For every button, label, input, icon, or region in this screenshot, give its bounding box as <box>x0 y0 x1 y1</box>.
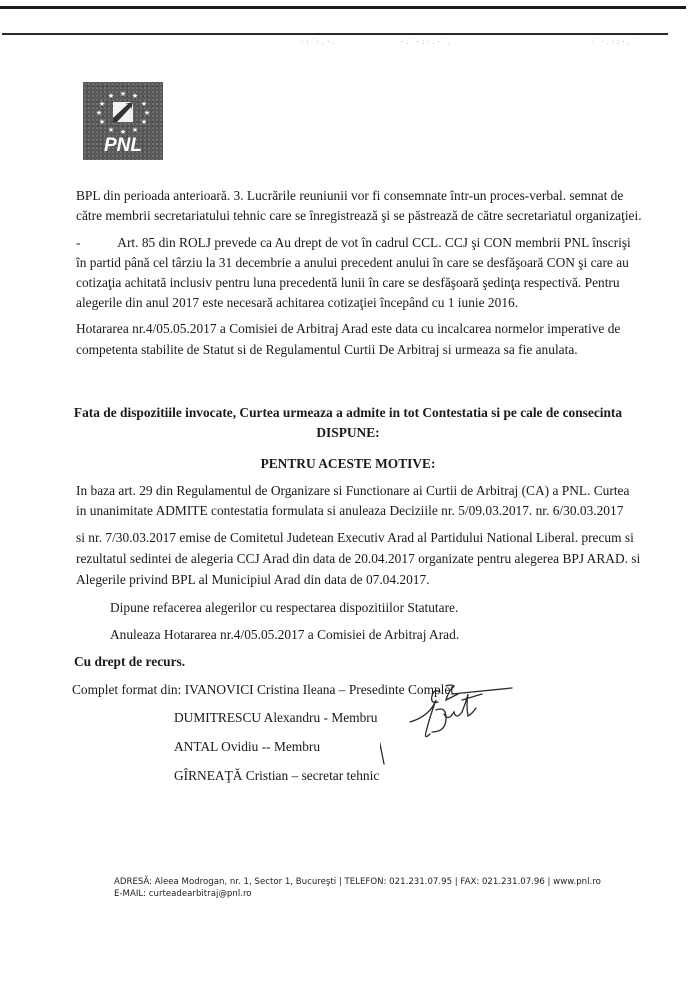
handwritten-signatures <box>380 670 530 780</box>
scan-artifact-line <box>0 6 686 9</box>
svg-text:★: ★ <box>95 109 103 117</box>
svg-text:★: ★ <box>107 92 115 100</box>
pnl-logo <box>83 82 163 160</box>
body-text-line: In baza art. 29 din Regulamentul de Organizare si Functionare ai Curtii de Arbitraj (CA) a PNL. Curtea <box>76 483 630 498</box>
body-text-line: în partid până cel târziu la 31 decembrie a anului precedent anului în care se desfăşoară CON şi care au <box>76 255 629 270</box>
scan-artifact-line <box>2 33 668 35</box>
body-text-line: in unanimitate ADMITE contestatia formulata si anuleaza Deciziile nr. 5/09.03.2017. nr. 6/30.03.2017 <box>76 503 624 518</box>
conclusion-heading: Fata de dispozitiile invocate, Curtea urmeaza a admite in tot Contestatia si pe cale de consecinta <box>73 405 623 420</box>
body-text-line: alegerile din anul 2017 este necesară achitarea cotizaţiei începând cu 1 iunie 2016. <box>76 295 519 310</box>
body-text-line: rezultatul sedintei de alegeria CCJ Arad din data de 20.04.2017 organizate pentru alegerea BPJ ARAD. si <box>76 551 641 566</box>
disposition-item: Dipune refacerea alegerilor cu respectarea dispozitiilor Statutare. <box>110 600 459 615</box>
panel-secretary: GÎRNEAŢĂ Cristian – secretar tehnic <box>174 768 380 783</box>
body-text-line: competenta stabilite de Statut si de Regulamentul Curtii De Arbitraj si urmeaza sa fie anulata. <box>76 342 578 357</box>
svg-text:★: ★ <box>140 118 148 126</box>
svg-text:★: ★ <box>131 92 139 100</box>
scan-speckle: ·:˙·.·. <box>300 38 337 46</box>
scan-speckle: ·.˙·:·.·˙. <box>400 38 453 46</box>
svg-text:★: ★ <box>98 118 106 126</box>
svg-text:★: ★ <box>98 100 106 108</box>
pnl-star-circle-icon <box>83 82 163 140</box>
panel-member: DUMITRESCU Alexandru - Membru <box>174 710 378 725</box>
body-text-line: Alegerile privind BPL al Municipiul Arad din data de 07.04.2017. <box>76 572 430 587</box>
svg-text:★: ★ <box>119 90 127 98</box>
panel-member: ANTAL Ovidiu -- Membru <box>174 739 321 754</box>
body-text-line: - Art. 85 din ROLJ prevede ca Au drept de vot în cadrul CCL. CCJ şi CON membrii PNL înscrişi <box>76 235 631 250</box>
body-text-line: cotizaţia achitată inclusiv pentru luna precedentă lunii în care se desfăşoară şedinţa respectivă. Pentru <box>76 275 620 290</box>
panel-president: Complet format din: IVANOVICI Cristina Ileana – Presedinte Complet <box>72 682 455 697</box>
svg-text:★: ★ <box>140 100 148 108</box>
body-text-line: si nr. 7/30.03.2017 emise de Comitetul Judetean Executiv Arad al Partidului National Liberal. precum si <box>76 530 634 545</box>
scan-speckle: ·˙·.·:·.˙ <box>590 38 637 46</box>
body-text-line: BPL din perioada anterioară. 3. Lucrările reuniunii vor fi consemnate într-un proces-verbal. semnat de <box>76 188 624 203</box>
disposition-item: Anuleaza Hotararea nr.4/05.05.2017 a Comisiei de Arbitraj Arad. <box>110 627 460 642</box>
logo-text: PNL <box>104 135 142 156</box>
footer-email: E-MAIL: curteadearbitraj@pnl.ro <box>114 889 252 899</box>
svg-text:★: ★ <box>143 109 151 117</box>
body-text-line: către membrii secretariatului tehnic care se înregistrează şi se păstrează de către secretariatul organizaţiei. <box>76 208 642 223</box>
svg-text:★: ★ <box>107 126 115 134</box>
body-text-line: Hotararea nr.4/05.05.2017 a Comisiei de Arbitraj Arad este data cu incalcarea normelor imperative de <box>76 321 621 336</box>
footer-address: ADRESĂ: Aleea Modrogan, nr. 1, Sector 1, Bucureşti | TELEFON: 021.231.07.95 | FAX: 021.231.07.96 | www.pnl.ro <box>114 877 601 887</box>
dispune-heading: DISPUNE: <box>316 425 380 440</box>
svg-text:★: ★ <box>131 126 139 134</box>
motive-heading: PENTRU ACESTE MOTIVE: <box>260 456 436 471</box>
appeal-note: Cu drept de recurs. <box>74 654 186 669</box>
svg-text:★: ★ <box>119 128 127 136</box>
